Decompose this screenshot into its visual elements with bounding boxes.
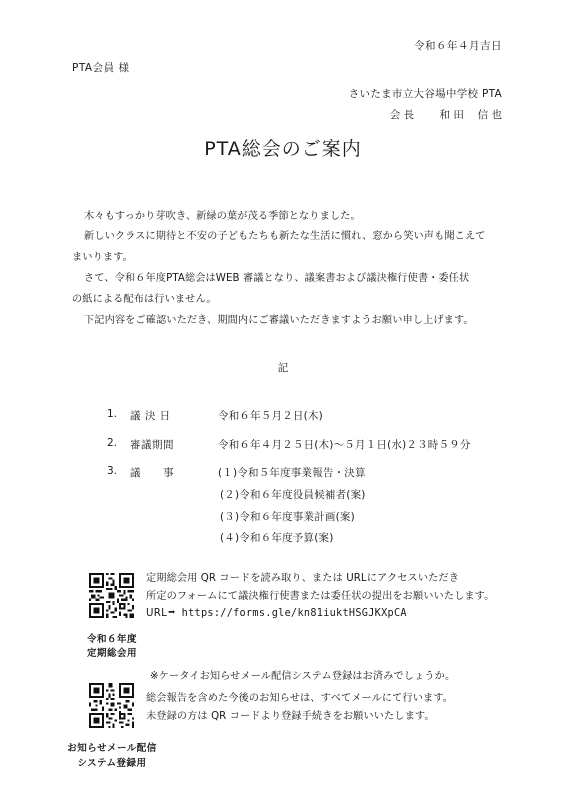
url-label: URL: [146, 608, 168, 619]
url-line: [146, 605, 407, 619]
item-label: 審議期間: [130, 439, 174, 451]
paragraph-line: 新しいクラスに期待と不安の子どもたちも新たな生活に慣れ、窓から笑い声も聞こえて: [84, 231, 486, 242]
item-label: 議 決 日: [130, 410, 171, 422]
item-label: 議 事: [130, 467, 174, 479]
ki-heading: 記: [277, 362, 289, 374]
qr-code-mail-registration-icon: [89, 683, 134, 728]
agenda-item: (２)令和６年度役員候補者(案): [220, 489, 366, 501]
page-title: PTA総会のご案内: [204, 138, 362, 160]
qr-code-general-meeting[interactable]: [89, 573, 134, 618]
mail-info: 総会報告を含めた今後のお知らせは、すべてメールにて行います。: [146, 693, 454, 704]
paragraph-line: 木々もすっかり芽吹き、新緑の葉が茂る季節となりました。: [84, 211, 361, 222]
qr-caption: 令和６年度: [86, 634, 137, 645]
registration-notice: ※ケータイお知らせメール配信システム登録はお済みでしょうか。: [150, 671, 456, 682]
school-name: さいたま市立大谷場中学校 PTA: [348, 88, 502, 100]
paragraph-line: の紙による配布は行いません。: [72, 294, 217, 305]
issue-date: 令和６年４月吉日: [414, 40, 502, 52]
arrow-right-icon: ➡: [168, 605, 176, 619]
qr-instructions: 所定のフォームにて議決権行使書または委任状の提出をお願いいたします。: [146, 591, 495, 602]
item-value: (１)令和５年度事業報告・決算: [218, 467, 366, 479]
paragraph-line: 下記内容をご確認いただき、期間内にご審議いただきますようお願い申し上げます。: [84, 315, 474, 326]
item-value: 令和６年４月２５日(木)～５月１日(水)２３時５９分: [218, 439, 471, 451]
qr-instructions: 定期総会用 QR コードを読み取り、または URLにアクセスいただき: [146, 573, 459, 584]
item-number: 2.: [107, 437, 118, 449]
qr-caption: お知らせメール配信: [67, 743, 157, 754]
item-value: 令和６年５月２日(木): [218, 410, 323, 422]
sender: [390, 107, 502, 122]
paragraph-line: さて、令和６年度PTA総会はWEB 審議となり、議案書および議決権行使書・委任状: [84, 273, 470, 284]
form-url-link[interactable]: https://forms.gle/kn81iuktHSGJKXpCA: [181, 608, 407, 619]
paragraph-line: まいります。: [72, 252, 133, 263]
agenda-item: (３)令和６年度事業計画(案): [220, 511, 355, 523]
qr-code-general-meeting-icon: [89, 573, 134, 618]
sender-role: 会 長: [389, 109, 415, 121]
mail-info: 未登録の方は QR コードより登録手続きをお願いいたします。: [146, 711, 435, 722]
recipient: PTA会員 様: [72, 62, 130, 74]
agenda-item: (４)令和６年度予算(案): [220, 532, 334, 544]
qr-code-mail-registration[interactable]: [89, 683, 134, 728]
item-number: 3.: [107, 465, 118, 477]
qr-caption: システム登録用: [77, 758, 147, 769]
qr-caption: 定期総会用: [86, 648, 137, 659]
sender-name: 和 田 信 也: [439, 109, 502, 121]
item-number: 1.: [107, 408, 118, 420]
